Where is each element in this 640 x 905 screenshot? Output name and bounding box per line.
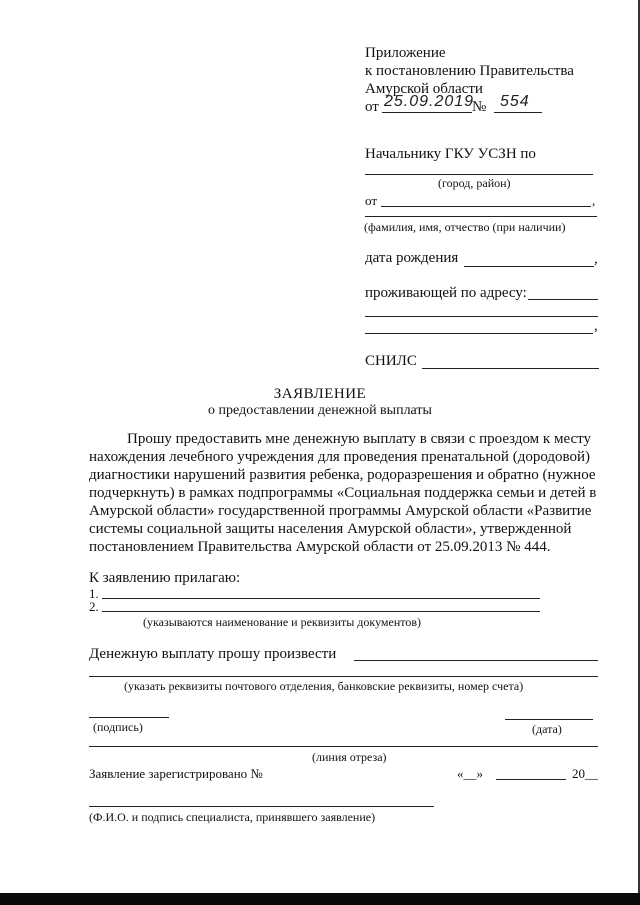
from-comma: , xyxy=(592,193,596,208)
body-line-2: нахождения лечебного учреждения для проведения пренатальной (дородовой) xyxy=(89,449,591,465)
date-hint: (дата) xyxy=(532,722,562,736)
from-line[interactable] xyxy=(381,206,591,207)
fio-hint: (фамилия, имя, отчество (при наличии) xyxy=(364,220,566,234)
registration-month-line[interactable] xyxy=(496,779,566,780)
document-subtitle: о предоставлении денежной выплаты xyxy=(208,403,432,418)
appendix-line2: к постановлению Правительства xyxy=(365,63,574,79)
birth-line[interactable] xyxy=(464,266,594,267)
snils-line[interactable] xyxy=(422,368,599,369)
birth-comma: , xyxy=(594,251,598,267)
snils-label: СНИЛС xyxy=(365,353,417,369)
appendix-date-prefix: от xyxy=(365,99,379,115)
address-comma: , xyxy=(594,318,598,334)
fio-line[interactable] xyxy=(365,216,597,217)
attachment-item-2: 2. xyxy=(89,599,99,614)
appendix-line1: Приложение xyxy=(365,45,446,61)
registration-year: 20__ xyxy=(572,766,598,781)
date-line[interactable] xyxy=(505,719,593,720)
body-line-7: постановлением Правительства Амурской области от 25.09.2013 № 444. xyxy=(89,539,551,555)
body-line-1: Прошу предоставить мне денежную выплату в связи с проездом к месту xyxy=(127,431,591,447)
payment-line-2[interactable] xyxy=(89,676,598,677)
city-hint: (город, район) xyxy=(438,176,511,190)
specialist-hint: (Ф.И.О. и подпись специалиста, принявшего заявление) xyxy=(89,810,376,824)
registration-day: «__» xyxy=(457,766,483,781)
document-title: ЗАЯВЛЕНИЕ xyxy=(273,386,367,402)
appendix-number-handwritten: 554 xyxy=(500,93,530,110)
address-line-1[interactable] xyxy=(528,299,598,300)
addressee-to: Начальнику ГКУ УСЗН по xyxy=(365,146,536,162)
appendix-number-prefix: № xyxy=(472,99,487,115)
payment-hint: (указать реквизиты почтового отделения, банковские реквизиты, номер счета) xyxy=(124,679,524,693)
address-line-2[interactable] xyxy=(365,316,598,317)
city-line[interactable] xyxy=(365,174,593,175)
body-line-3: диагностики нарушений развития ребенка, родоразрешения и обратно (нужное xyxy=(89,467,596,483)
appendix-date-underline xyxy=(382,112,472,113)
attachment-line-1[interactable] xyxy=(102,598,540,599)
registration-label: Заявление зарегистрировано № xyxy=(89,766,263,781)
body-line-6: системы социальной защиты населения Амурской области», утвержденной xyxy=(89,521,572,537)
signature-hint: (подпись) xyxy=(93,720,143,734)
cut-line-label: (линия отреза) xyxy=(312,750,387,764)
payment-label: Денежную выплату прошу произвести xyxy=(89,646,337,662)
specialist-line[interactable] xyxy=(89,806,434,807)
attachment-line-2[interactable] xyxy=(102,611,540,612)
scan-bottom-edge xyxy=(0,893,640,905)
appendix-number-underline xyxy=(494,112,542,113)
attachment-item-1: 1. xyxy=(89,586,99,601)
from-label: от xyxy=(365,193,378,208)
attachments-hint: (указываются наименование и реквизиты документов) xyxy=(143,615,421,629)
body-line-5: Амурской области» государственной программы Амурской области «Развитие xyxy=(89,503,592,519)
attachments-label: К заявлению прилагаю: xyxy=(89,570,241,586)
address-line-3[interactable] xyxy=(365,333,593,334)
address-label: проживающей по адресу: xyxy=(365,285,527,301)
appendix-line3: Амурской области xyxy=(365,81,483,97)
cut-line xyxy=(89,746,598,747)
signature-line[interactable] xyxy=(89,717,169,718)
appendix-date-handwritten: 25.09.2019 xyxy=(384,93,475,110)
birth-label: дата рождения xyxy=(365,250,459,266)
body-line-4: подчеркнуть) в рамках подпрограммы «Социальная поддержка семьи и детей в xyxy=(89,485,597,501)
payment-line-1[interactable] xyxy=(354,660,598,661)
